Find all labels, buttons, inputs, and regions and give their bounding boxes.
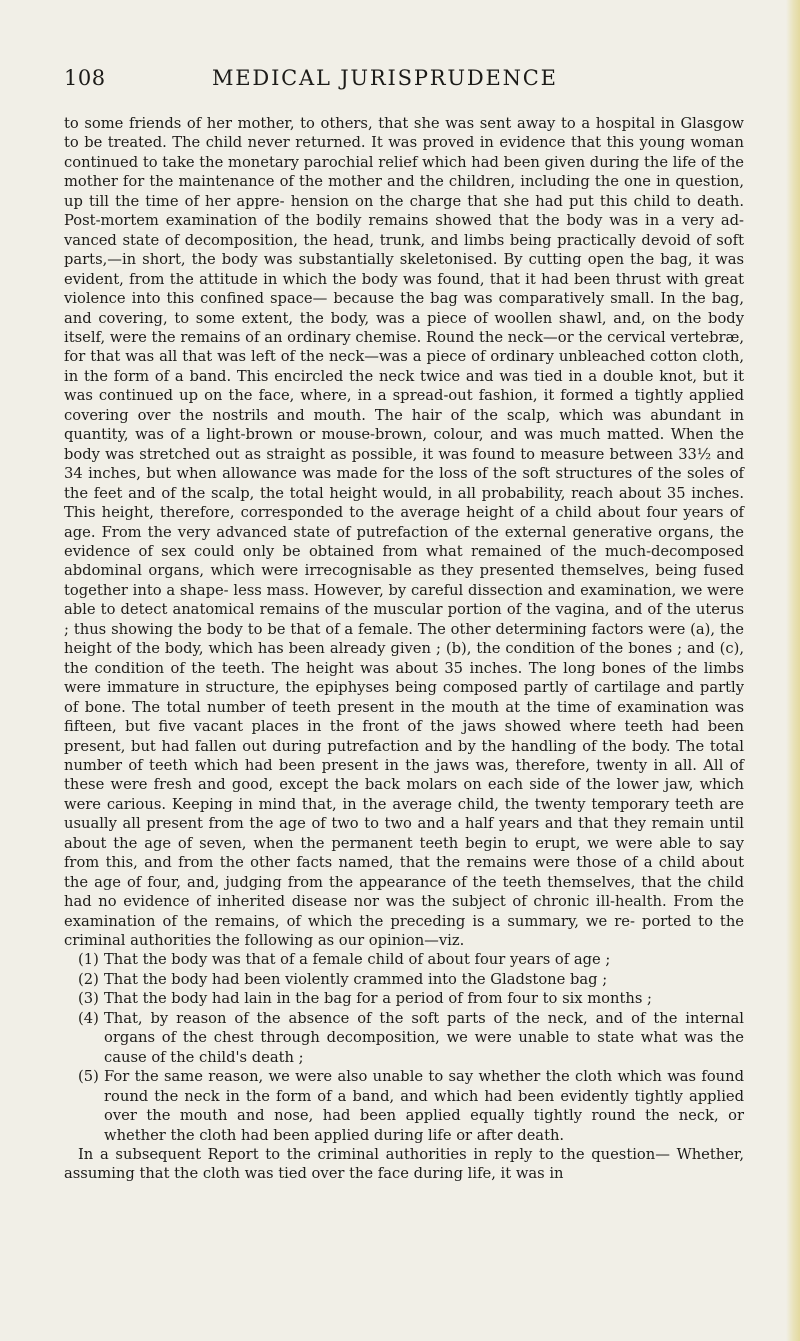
page-header — [64, 66, 740, 90]
finding-text: That the body had been violently crammed into the Gladstone bag ; — [104, 970, 608, 988]
page-number: 108 — [64, 66, 106, 90]
finding-item — [64, 1009, 744, 1067]
findings-list — [64, 950, 744, 1145]
paragraph-case-report: to some friends of her mother, to others, that she was sent away to a hospital in Glasgow to be treated. The child never returned. It was proved in evidence that this young woman continued to take the monetary parochial relief which had been given during the life of the mother for the maintenance of the mother and the children, including the one in question, up till the time of her appre- hension on the charge that she had put this child to death. Post-mortem examination of the bodily remains showed that the body was in a very ad- vanced state of decomposition, the head, trunk, and limbs being practically devoid of soft parts,—in short, the body was substantially skeletonised. By cutting open the bag, it was evident, from the attitude in which the body was found, that it had been thrust with great violence into this confined space— because the bag was comparatively small. In the bag, and covering, to some extent, the body, was a piece of woollen shawl, and, on the body itself, were the remains of an ordinary chemise. Round the neck—or the cervical vertebræ, for that was all that was left of the neck—was a piece of ordinary unbleached cotton cloth, in the form of a band. This encircled the neck twice and was tied in a double knot, but it was continued up on the face, where, in a spread-out fashion, it formed a tightly applied covering over the nostrils and mouth. The hair of the scalp, which was abundant in quantity, was of a light-brown or mouse-brown, colour, and was much matted. When the body was stretched out as straight as possible, it was found to measure between 33½ and 34 inches, but when allowance was made for the loss of the soft structures of the soles of the feet and of the scalp, the total height would, in all probability, reach about 35 inches. This height, therefore, corresponded to the average height of a child about four years of age. From the very advanced state of putrefaction of the external generative organs, the evidence of sex could only be obtained from what remained of the much-decomposed abdominal organs, which were irrecognisable as they presented themselves, being fused together into a shape- less mass. However, by careful dissection and examination, we were able to detect anatomical remains of the muscular portion of the vagina, and of the uterus ; thus showing the body to be that of a female. The other determining factors were (a), the height of the body, which has been already given ; (b), the condition of the bones ; and (c), the condition of the teeth. The height was about 35 inches. The long bones of the limbs were immature in structure, the epiphyses being composed partly of cartilage and partly of bone. The total number of teeth present in the mouth at the time of examination was fifteen, but five vacant places in the front of the jaws showed where teeth had been present, but had fallen out during putrefaction and by the handling of the body. The total number of teeth which had been present in the jaws was, therefore, twenty in all. All of these were fresh and good, except the back molars on each side of the lower jaw, which were carious. Keeping in mind that, in the average child, the twenty temporary teeth are usually all present from the age of two to two and a half years and that they remain until about the age of seven, when the permanent teeth begin to erupt, we were able to say from this, and from the other facts named, that the remains were those of a child about the age of four, and, judging from the appearance of the teeth themselves, that the child had no evidence of inherited disease nor was the subject of chronic ill-health. From the examination of the remains, of which the preceding is a summary, we re- ported to the criminal authorities the following as our opinion—viz. — [64, 115, 744, 950]
page-edge — [786, 0, 800, 1341]
finding-number: (1) — [78, 951, 99, 969]
finding-item — [64, 1067, 744, 1145]
finding-item — [64, 970, 744, 989]
finding-item — [64, 950, 744, 969]
finding-text: For the same reason, we were also unable to say whether the cloth which was found round the neck in the form of a band, and which had been evidently tightly applied over the mouth and nose, had been applied equally tightly round the neck, or whether the cloth had been applied during life or after death. — [104, 1068, 744, 1144]
finding-text: That the body had lain in the bag for a period of from four to six months ; — [104, 990, 652, 1008]
finding-text: That the body was that of a female child of about four years of age ; — [104, 951, 611, 969]
running-head: MEDICAL JURISPRUDENCE — [212, 66, 558, 90]
finding-number: (4) — [78, 1009, 99, 1027]
paragraph-subsequent-report: In a subsequent Report to the criminal authorities in reply to the question— Whether, assuming that the cloth was tied over the face during life, it was in — [64, 1146, 744, 1183]
finding-number: (5) — [78, 1068, 99, 1086]
finding-number: (3) — [78, 990, 99, 1008]
finding-text: That, by reason of the absence of the soft parts of the neck, and of the internal organs of the chest through decomposition, we were unable to state what was the cause of the child's death ; — [104, 1009, 744, 1066]
finding-number: (2) — [78, 970, 99, 988]
finding-item — [64, 989, 744, 1008]
body-text — [64, 114, 744, 1184]
